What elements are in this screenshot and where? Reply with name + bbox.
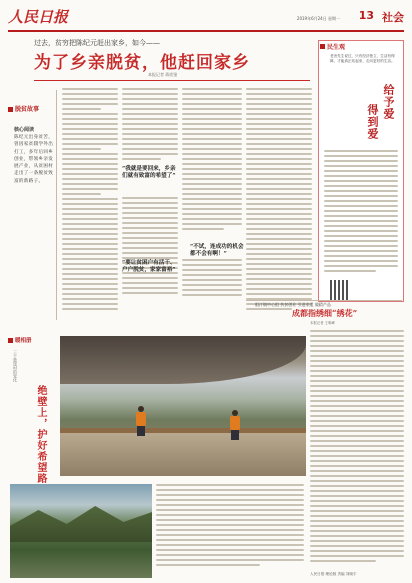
text-column-1: [62, 88, 118, 320]
cliff-road: [60, 433, 306, 476]
mountain-ridge: [10, 502, 152, 542]
second-article-title: 成都指绣细“绣花”: [292, 308, 358, 318]
column-divider: [56, 90, 57, 320]
tag-square-icon: [320, 44, 325, 49]
sidebar-title-2: 得到爱: [366, 104, 379, 140]
page-number: 13: [358, 9, 374, 22]
photo-feature-tag: 暖相册: [8, 336, 32, 344]
headline-rule: [34, 80, 310, 81]
photo-feature-subtitle: 三个悬崖村的变化: [13, 350, 18, 382]
text-column-3: [182, 88, 242, 320]
text-column-4: [246, 88, 312, 320]
note-body: 陈纪元出身贫苦，曾因家贫辍学外出打工，多年后回乡创业，带领乡亲发展产业，从贫困村走出了一条脱贫致富的新路子。: [14, 135, 54, 184]
pull-quote-1: “我就是要回来，乡亲们就有致富的希望了”: [122, 166, 176, 179]
masthead-title: 人民日报: [8, 8, 69, 26]
tag-square-icon: [8, 338, 13, 343]
pull-quote-2: “要让贫困户有活干、户户脱贫，家家富裕”: [122, 260, 176, 273]
note-heading: 核心阅读: [14, 127, 35, 133]
sidebar-text: [324, 150, 398, 274]
pull-quote-3: “不试，连成功的机会都不会有啊！”: [190, 244, 244, 257]
second-article-rule: [246, 300, 402, 301]
sidebar-title-1: 给予爱: [382, 84, 395, 120]
second-article-text: [310, 330, 404, 570]
page-footer: 人民日报·理论版 责编 刘晓宇: [310, 572, 357, 576]
mountain-valley-photo: [10, 484, 152, 578]
masthead: [8, 4, 404, 32]
cliff-overhang: [60, 336, 306, 384]
photo-feature-title: 绝壁上，护好希望路: [35, 385, 46, 484]
worker-figure-2: [230, 410, 240, 440]
lead-byline: 本报记者 蒋欣鉴: [148, 72, 178, 77]
tag-square-icon: [8, 107, 13, 112]
section-name: 社会: [382, 11, 404, 24]
masthead-date: 2019年6月24日 星期一: [296, 16, 340, 21]
second-article-kicker: 阻汀镇中心组 扶贫创业 引进非遗 做精产品: [255, 302, 331, 307]
sidebar-intro: 老舍先生说过，只有经济独立、生活有保障，才能真正站起来，走向更好的生活。: [330, 54, 395, 64]
sidebar-tag: 民生观: [320, 42, 345, 51]
tag-poverty-story: 脱贫故事: [8, 104, 39, 113]
photo-feature-text: [156, 484, 304, 572]
cliff-road-photo: [60, 336, 306, 476]
qr-code-icon: [330, 280, 350, 300]
lead-kicker: 过去，贫穷把陈纪元赶出家乡，如今——: [34, 39, 160, 47]
text-column-2: [122, 88, 178, 320]
worker-figure-1: [136, 406, 146, 436]
second-article-byline: 本报记者 王明峰: [310, 321, 335, 325]
lead-headline: 为了乡亲脱贫，他赶回家乡: [34, 53, 250, 73]
